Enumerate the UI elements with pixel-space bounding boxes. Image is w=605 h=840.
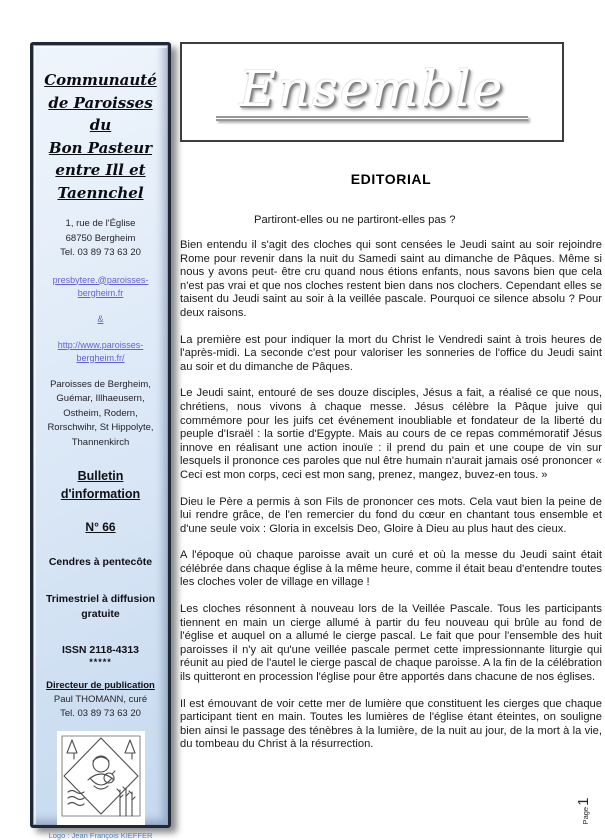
page-number bbox=[576, 787, 592, 835]
community-title bbox=[41, 69, 160, 204]
director-label: Directeur de publication bbox=[46, 680, 155, 691]
email-link[interactable]: presbytere.@paroisses-bergheim.fr bbox=[52, 274, 149, 298]
community-title-line: Communauté bbox=[44, 71, 157, 89]
community-title-line: Taennchel bbox=[57, 183, 144, 202]
director-name: Paul THOMANN, curé bbox=[53, 694, 148, 705]
frequency-note: Trimestriel à diffusion gratuite bbox=[45, 593, 156, 620]
shepherd-logo-drawing bbox=[60, 734, 142, 822]
editorial-paragraph: La première est pour indiquer la mort du Christ le Vendredi saint à trois heures de l'après-midi. La seconde c'est pour valoriser les sonneries de l'office du Jeudi saint au soir et du dimanche de Pâques. bbox=[180, 333, 602, 373]
main-column bbox=[180, 42, 602, 752]
page-number-value: 1 bbox=[575, 797, 592, 806]
sidebar-panel bbox=[30, 42, 171, 840]
issn-number: ISSN 2118-4313 bbox=[61, 644, 140, 656]
address-block bbox=[41, 217, 160, 261]
logo-caption: Logo : Jean François KIEFFER bbox=[48, 831, 153, 840]
editorial-intro: Partiront-elles ou ne partiront-elles pas ? bbox=[254, 214, 456, 226]
ampersand-link[interactable]: & bbox=[97, 313, 104, 324]
editorial-heading: EDITORIAL bbox=[350, 171, 432, 187]
editorial-paragraph: Les cloches résonnent à nouveau lors de la Veillée Pascale. Tous les participants tiennent en main un cierge allumé à partir du feu nouveau qui brûle au fond de l'église et auquel on a allumé le cierge pascal. Le fait que pour l'ensemble des huit paroisses il n'y ait qu'une veillée pascale permet cette impressionnante liturgie qui réunit au pied de l'autel le cierge pascal de chaque paroisse. A la fin de la célébration ils quitteront en procession l'église pour être apportés dans chacune de nos églises. bbox=[180, 603, 602, 684]
bulletin-label: Bulletin d'information bbox=[60, 469, 141, 501]
community-title-line: entre Ill et bbox=[55, 161, 146, 179]
community-title-line: de Paroisses du bbox=[48, 93, 153, 134]
editorial-paragraph: Il est émouvant de voir cette mer de lumière que constituent les cierges que chaque participant tient en main. Toutes les lumières de l'église étant éteintes, on souligne bien ainsi le passage des ténèbres à la lumière, de la nuit au jour, de la mort à la vie, du tombeau du Christ à la résurrection. bbox=[180, 697, 602, 751]
editorial-paragraph: A l'époque où chaque paroisse avait un curé et où la messe du Jeudi saint était célébrée dans chaque église à la même heure, comme il était beau d'entendre toutes les cloches voler de village en village ! bbox=[180, 549, 602, 589]
address-street: 1, rue de l'Église bbox=[65, 218, 136, 229]
community-title-line: Bon Pasteur bbox=[48, 138, 153, 157]
address-phone: Tel. 03 89 73 63 20 bbox=[60, 247, 141, 258]
editorial-paragraph: Le Jeudi saint, entouré de ses douze disciples, Jésus a fait, a réalisé ce que nous, chrétiens, nous vivons à chaque messe. Jésus célèbre la Pâque juive qui commémore pour les juifs cet événement inoubliable et fondateur de la liberté du peuple d'Israël : la sortie d'Egypte. Mais au cours de ce repas commémoratif Jésus innove en réalisant une action inouïe : il prend du pain et une coupe de vin sur lesquels il prononce ces paroles que nul être humain n'aurait jamais osé prononcer « Ceci est mon corps, ceci est mon sang, prenez, mangez, buvez-en tous. » bbox=[180, 387, 602, 481]
page-number-label: Page bbox=[581, 806, 590, 825]
address-city: 68750 Bergheim bbox=[65, 232, 136, 244]
editorial-paragraph: Dieu le Père a permis à son Fils de prononcer ces mots. Cela vaut bien la peine de lui rendre grâce, de l'en remercier du fond du cœur en chantant tous ensemble et d'une seule voix : Gloria in excelsis Deo, Gloire à Dieu au plus haut des cieux. bbox=[180, 495, 602, 535]
editorial-paragraph: Bien entendu il s'agit des cloches qui sont censées le Jeudi saint au soir rejoindre Rome pour revenir dans la nuit du Samedi saint au dimanche de Pâques. Même si nous y avons peut- être cru quand nous étions enfants, nous savons bien que cela n'est pas vrai et que nos cloches restent bien dans nos clochers. Cependant elles se taisent du Jeudi saint au soir à la veillée pascale. Pourquoi ce silence absolu ? Pour deux raisons. bbox=[180, 239, 602, 319]
director-phone: Tel. 03 89 73 63 20 bbox=[60, 708, 141, 719]
issue-period: Cendres à pentecôte bbox=[48, 556, 153, 568]
shepherd-logo-image bbox=[57, 731, 145, 825]
masthead-underline bbox=[216, 116, 528, 121]
parishes-list: Paroisses de Bergheim, Guémar, Illhaeusern, Ostheim, Rodern, Rorschwihr, St Hippolyte, Thannenkirch bbox=[47, 378, 154, 448]
website-link[interactable]: http://www.paroisses-bergheim.fr/ bbox=[57, 339, 144, 363]
issue-number: N° 66 bbox=[85, 520, 116, 534]
sidebar-content bbox=[33, 45, 168, 840]
separator-marks: ***** bbox=[89, 657, 112, 667]
masthead-box bbox=[180, 42, 564, 142]
masthead-title: Ensemble bbox=[239, 60, 505, 118]
